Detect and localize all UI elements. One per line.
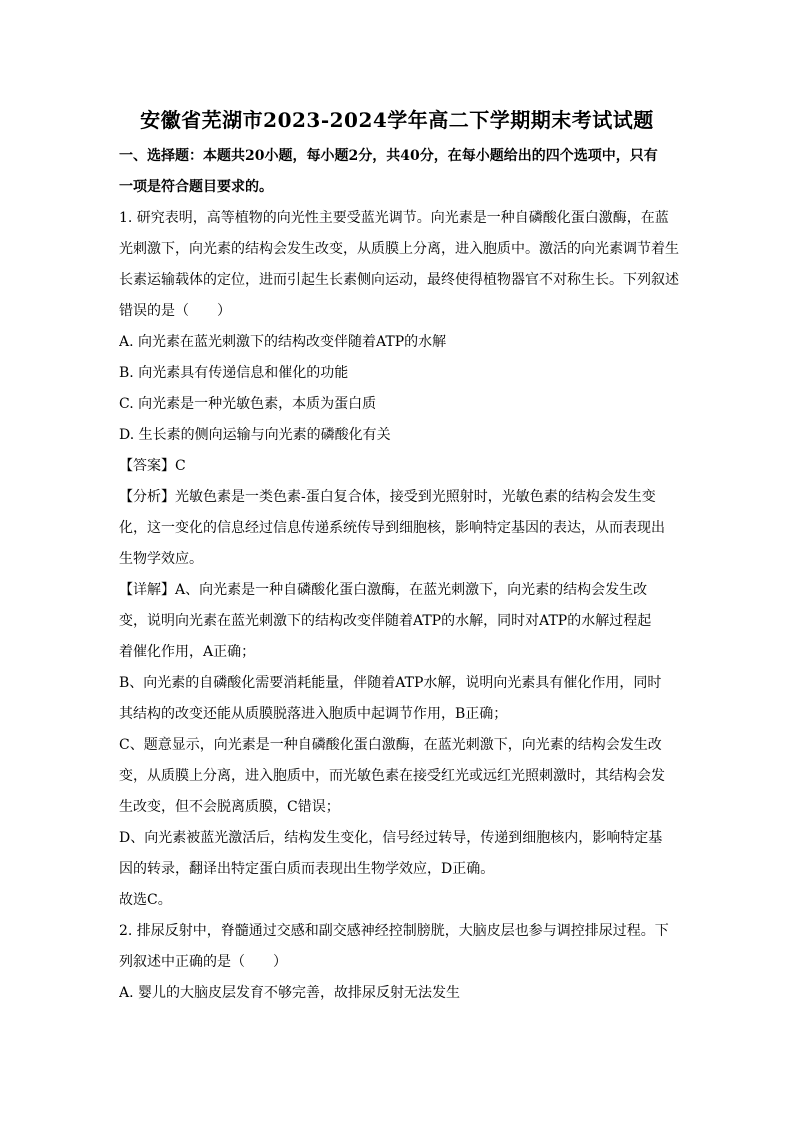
question-1-option-a: A. 向光素在蓝光刺激下的结构改变伴随着ATP的水解 xyxy=(119,334,447,350)
question-1-option-d: D. 生长素的侧向运输与向光素的磷酸化有关 xyxy=(119,427,391,443)
question-1-analysis-line: 化，这一变化的信息经过信息传递系统传导到细胞核，影响特定基因的表达，从而表现出 xyxy=(119,520,665,536)
question-1-stem-line: 1. 研究表明，高等植物的向光性主要受蓝光调节。向光素是一种自磷酸化蛋白激酶，在蓝 xyxy=(119,210,669,226)
question-1-option-c: C. 向光素是一种光敏色素，本质为蛋白质 xyxy=(119,396,377,412)
question-1-detail-line: D、向光素被蓝光激活后，结构发生变化，信号经过转导，传递到细胞核内，影响特定基 xyxy=(119,830,663,846)
section-header-line: 一项是符合题目要求的。 xyxy=(119,179,273,195)
question-1-option-b: B. 向光素具有传递信息和催化的功能 xyxy=(119,365,349,381)
question-1-conclusion: 故选C。 xyxy=(119,892,172,908)
question-1-detail-line: B、向光素的自磷酸化需要消耗能量，伴随着ATP水解，说明向光素具有催化作用，同时 xyxy=(119,675,662,691)
question-1-detail-line: 变，说明向光素在蓝光刺激下的结构改变伴随着ATP的水解，同时对ATP的水解过程起 xyxy=(119,613,652,629)
section-header-line: 一、选择题：本题共20小题，每小题2分，共40分，在每小题给出的四个选项中，只有 xyxy=(119,148,658,164)
question-1-answer: 【答案】C xyxy=(119,458,186,474)
question-1-analysis-line: 【分析】光敏色素是一类色素-蛋白复合体，接受到光照射时，光敏色素的结构会发生变 xyxy=(119,489,656,505)
question-1-stem-line: 光刺激下，向光素的结构会发生改变，从质膜上分离，进入胞质中。激活的向光素调节着生 xyxy=(119,241,679,257)
question-1-detail-line: 生改变，但不会脱离质膜，C错误； xyxy=(119,799,340,815)
question-2-option-a: A. 婴儿的大脑皮层发育不够完善，故排尿反射无法发生 xyxy=(119,985,461,1001)
question-1-detail-line: 其结构的改变还能从质膜脱落进入胞质中起调节作用，B正确； xyxy=(119,706,508,722)
question-1-stem-line: 错误的是（ ） xyxy=(119,303,231,319)
question-1-detail-line: C、题意显示，向光素是一种自磷酸化蛋白激酶，在蓝光刺激下，向光素的结构会发生改 xyxy=(119,737,662,753)
question-1-analysis-line: 生物学效应。 xyxy=(119,551,203,567)
question-1-detail-line: 【详解】A、向光素是一种自磷酸化蛋白激酶，在蓝光刺激下，向光素的结构会发生改 xyxy=(119,582,648,598)
document-body xyxy=(119,141,679,1009)
question-1-stem-line: 长素运输载体的定位，进而引起生长素侧向运动，最终使得植物器官不对称生长。下列叙述 xyxy=(119,272,679,288)
question-1-detail-line: 变，从质膜上分离，进入胞质中，而光敏色素在接受红光或远红光照刺激时，其结构会发 xyxy=(119,768,665,784)
question-2-stem-line: 列叙述中正确的是（ ） xyxy=(119,954,287,970)
question-1-detail-line: 因的转录，翻译出特定蛋白质而表现出生物学效应，D正确。 xyxy=(119,861,495,877)
question-1-detail-line: 着催化作用，A正确； xyxy=(119,644,256,660)
document-title: 安徽省芜湖市2023-2024学年高二下学期期末考试试题 xyxy=(140,108,654,132)
question-2-stem-line: 2. 排尿反射中，脊髓通过交感和副交感神经控制膀胱，大脑皮层也参与调控排尿过程。下 xyxy=(119,923,669,939)
